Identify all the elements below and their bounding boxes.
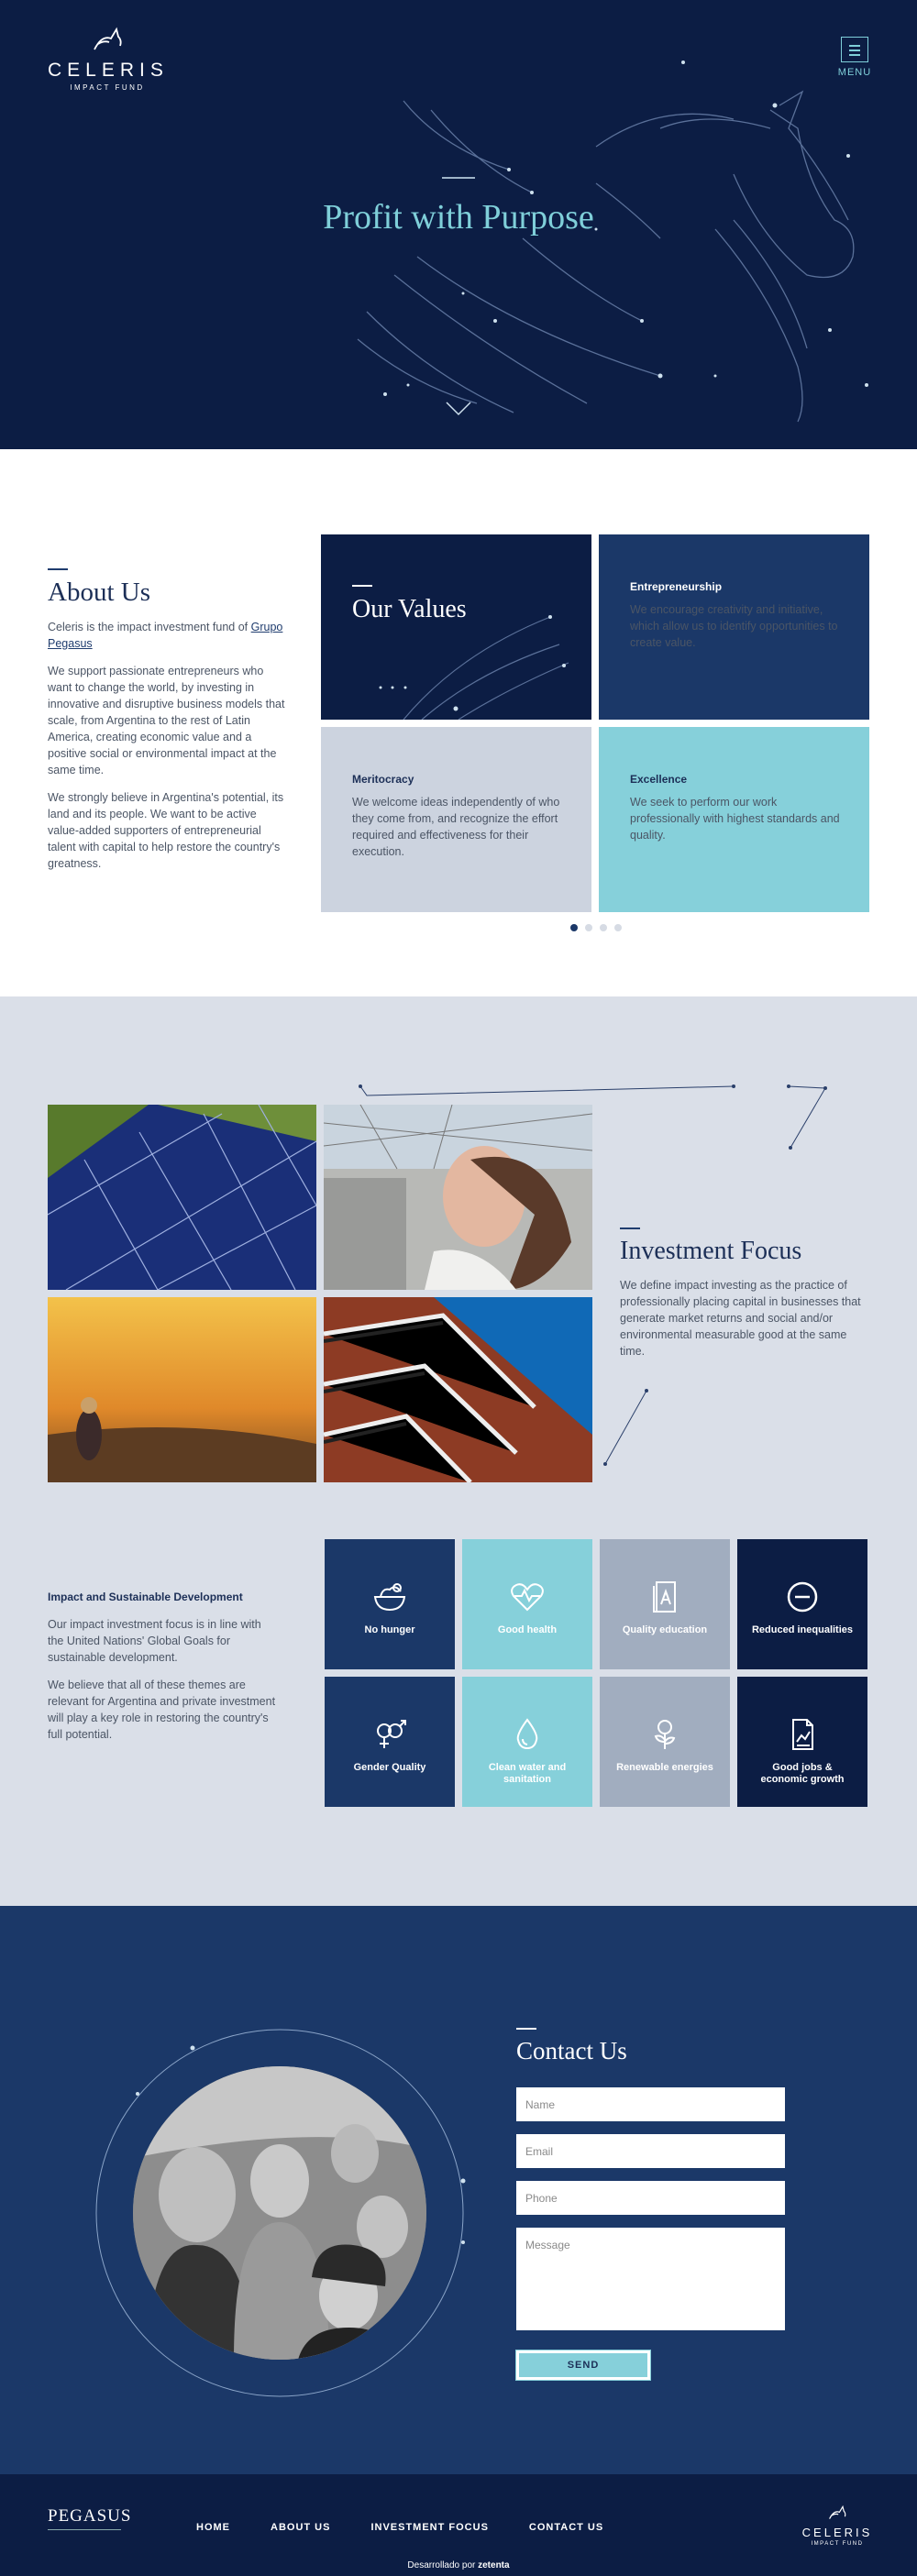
footer-nav [196,2522,644,2533]
values-title-card [321,534,591,720]
dev-name[interactable]: zetenta [478,2560,510,2570]
value-card-entrepreneurship [599,534,869,720]
goal-label: Renewable energies [616,1762,713,1773]
investment-section [0,996,917,1906]
pegasus-logo[interactable] [48,2506,131,2530]
investment-focus-block [620,1227,867,1360]
value-title: Excellence [630,773,688,786]
contact-title: Contact Us [516,2037,627,2064]
pegasus-name: PEGASUS [48,2506,132,2526]
footer-link-about[interactable]: ABOUT US [271,2522,331,2533]
name-field[interactable] [516,2087,785,2121]
footer-brand-name: CELERIS [801,2526,873,2539]
isd-title: Impact and Sustainable Development [48,1591,243,1603]
footer [0,2474,917,2576]
investment-title: Investment Focus [620,1237,802,1265]
brick-building-photo [324,1297,592,1482]
goal-clean-water[interactable] [462,1677,592,1807]
footer-link-home[interactable]: HOME [196,2522,230,2533]
footer-celeris-logo[interactable] [798,2504,877,2547]
plant-bulb-icon [646,1718,683,1751]
carousel-dot[interactable] [614,924,622,931]
investment-divider [620,1227,640,1229]
carousel-dot[interactable] [570,924,578,931]
isd-paragraph-2: We believe that all of these themes are relevant for Argentina and private investment will play a key role in restoring the country's full potential. [48,1679,276,1741]
carousel-dots [570,924,622,931]
goal-good-health[interactable] [462,1539,592,1669]
email-field[interactable] [516,2134,785,2168]
book-icon [646,1580,683,1613]
value-card-excellence [599,727,869,912]
values-title: Our Values [352,595,467,623]
about-column [48,568,286,883]
goal-good-jobs[interactable] [737,1677,867,1807]
hero-divider [442,177,475,179]
contact-divider [516,2028,536,2030]
brand-tagline: IMPACT FUND [70,83,145,92]
goal-label: Clean water and sanitation [488,1762,567,1785]
goal-label: Gender Quality [353,1762,426,1773]
water-drop-icon [509,1718,546,1751]
goal-renewable-energies[interactable] [600,1677,730,1807]
girl-with-wind-photo [324,1105,592,1290]
carousel-dot[interactable] [585,924,592,931]
goal-label: No hunger [364,1624,415,1635]
message-field[interactable] [516,2228,785,2330]
footer-brand-tagline: IMPACT FUND [811,2541,864,2547]
about-intro [48,619,286,652]
celeris-logo[interactable] [48,26,167,92]
value-text: We welcome ideas independently of who they come from, and recognize the effort required and effectiveness for their execution. [352,796,560,858]
send-button[interactable]: SEND [516,2350,650,2380]
hamburger-icon [841,37,868,62]
footer-link-contact[interactable]: CONTACT US [528,2522,604,2533]
phone-field[interactable] [516,2181,785,2215]
value-title: Meritocracy [352,773,414,786]
goal-reduced-inequalities[interactable] [737,1539,867,1669]
dev-prefix: Desarrollado por [407,2560,476,2570]
about-paragraph-3: We strongly believe in Argentina's potential, its land and its people. We want to be active value-added supporters of entrepreneurial talent with capital to help restore the country's greatness. [48,791,284,870]
goal-no-hunger[interactable] [325,1539,455,1669]
goal-label: Reduced inequalities [751,1624,854,1635]
brand-name: CELERIS [48,60,169,81]
developer-credit [0,2560,917,2570]
bowl-icon [371,1580,408,1613]
minus-circle-icon [784,1580,821,1613]
about-paragraph-2: We support passionate entrepreneurs who want to change the world, by investing in innovative and disruptive business models that scale, from Argentina to the rest of Latin America, creating economic value and a positive social or environmental impact at the same time. [48,665,285,776]
hero-section [0,0,917,449]
solar-panels-photo [48,1105,316,1290]
isd-paragraph-1: Our impact investment focus is in line with the United Nations' Global Goals for sustainable development. [48,1618,261,1664]
value-text: We seek to perform our work professionally with highest standards and quality. [630,796,840,842]
goal-label: Good jobs & economic growth [760,1762,845,1785]
contact-section [0,1906,917,2474]
sustainable-development-block [48,1591,277,1754]
gender-icon [371,1718,408,1751]
about-section [0,449,917,996]
sunset-city-photo [48,1297,316,1482]
chevron-down-icon[interactable] [445,401,472,417]
goal-gender-quality[interactable] [325,1677,455,1807]
contact-form [516,2028,785,2380]
heart-pulse-icon [509,1580,546,1613]
menu-button[interactable] [836,37,873,78]
about-divider [48,568,68,570]
team-photo [133,2066,426,2360]
value-text: We encourage creativity and initiative, which allow us to identify opportunities to create value. [630,603,838,649]
value-card-meritocracy [321,727,591,912]
carousel-dot[interactable] [600,924,607,931]
pegasus-logo-icon [824,2504,850,2521]
value-title: Entrepreneurship [630,580,723,593]
grupo-pegasus-link[interactable]: Grupo Pegasus [48,621,283,650]
investment-text: We define impact investing as the practice of professionally placing capital in businesses that generate market returns and social and/or environmental measurable good at the same time. [620,1279,861,1358]
goal-label: Good health [497,1624,558,1635]
hero-title: Profit with Purpose [323,198,594,237]
chart-doc-icon [784,1718,821,1751]
constellation-graphic [321,534,591,720]
goal-label: Quality education [622,1624,708,1635]
menu-label: MENU [837,67,872,78]
footer-link-investment[interactable]: INVESTMENT FOCUS [370,2522,489,2533]
about-intro-text: Celeris is the impact investment fund of [48,621,249,633]
goal-quality-education[interactable] [600,1539,730,1669]
about-title: About Us [48,578,150,607]
pegasus-logo-icon [89,26,126,53]
